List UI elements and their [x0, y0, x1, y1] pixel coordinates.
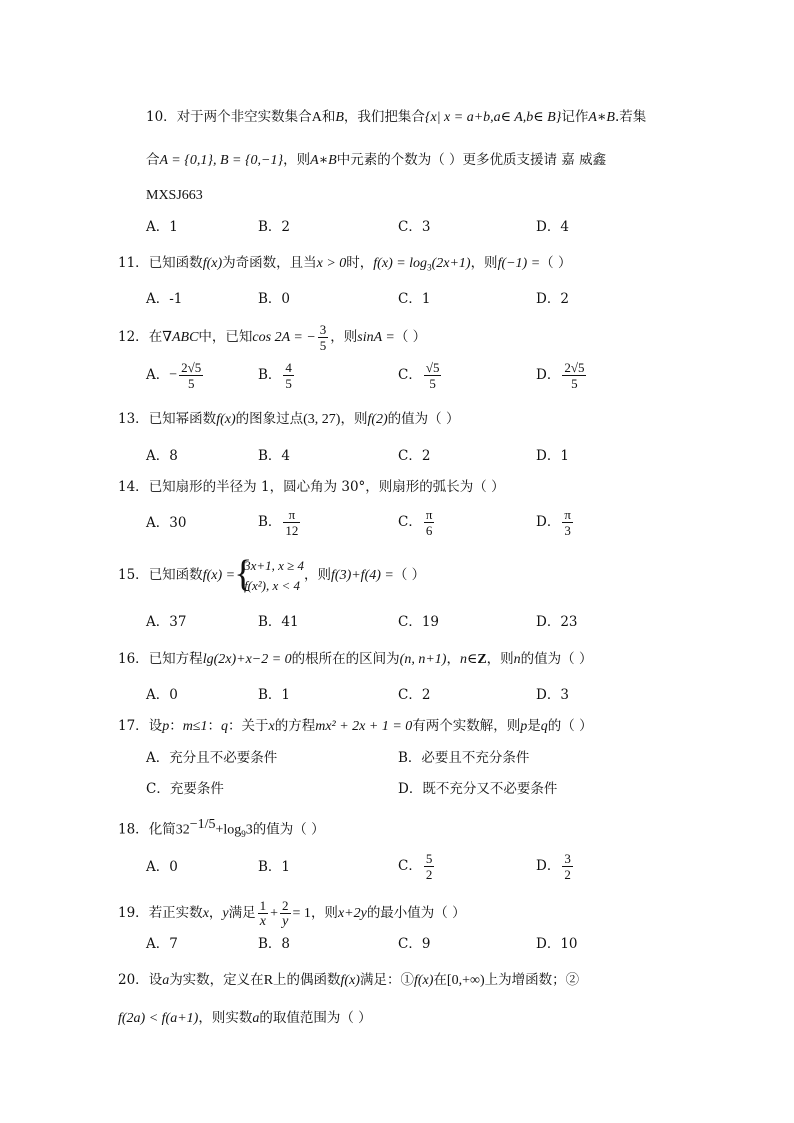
q20-number: 20．	[118, 972, 149, 988]
q17-option-b: B．必要且不充分条件	[398, 750, 530, 766]
q12-option-a: A．− $\frac{2√5}{5}$	[146, 360, 202, 391]
q13-number: 13．	[118, 411, 149, 427]
q15-option-b: B．41	[258, 614, 299, 630]
q12-number: 12．	[118, 329, 149, 345]
q18-number: 18．	[118, 821, 149, 838]
q11-option-b: B．0	[258, 291, 291, 307]
q10-option-c: C．3	[398, 219, 431, 235]
q19-stem: 19．若正实数x，y满足 $\frac{1}{x}$ + $\frac{2}{y}$ = 1，则x+2y的最小值为（ ）	[118, 898, 466, 929]
q18-option-b: B．1	[258, 859, 291, 875]
q17-number: 17．	[118, 718, 149, 734]
q13-stem: 13．已知幂函数f(x)的图象过点(3, 27)，则f(2)的值为（ ）	[118, 411, 460, 427]
q10-line-3: MXSJ663	[146, 188, 203, 203]
q16-number: 16．	[118, 651, 149, 667]
fraction: $\frac{3}{5}$	[319, 322, 327, 353]
q18-option-d: D． $\frac{3}{2}$	[536, 851, 571, 882]
q14-stem: 14．已知扇形的半径为 1，圆心角为 30°，则扇形的弧长为（ ）	[118, 479, 505, 495]
q17-stem: 17．设p：m≤1：q：关于x的方程mx² + 2x + 1 = 0有两个实数解，则p是q的（ ）	[118, 718, 593, 734]
q17-option-a: A．充分且不必要条件	[146, 750, 278, 766]
q12-option-c: C． $\frac{√5}{5}$	[398, 360, 440, 391]
q11-option-c: C．1	[398, 291, 431, 307]
q14-number: 14．	[118, 479, 149, 495]
piecewise-function: { 3x+1, x ≥ 4 f(x²), x < 4	[234, 552, 305, 595]
q12-stem: 12．在∇ABC中，已知cos 2A = − $\frac{3}{5}$ ，则sinA =（ ）	[118, 322, 427, 353]
set-notation: {x| x = a+b,a∈ A,b∈ B}	[424, 110, 562, 125]
q15-option-a: A．37	[146, 614, 187, 630]
q15-stem: 15．已知函数f(x) = { 3x+1, x ≥ 4 f(x²), x < 4 ，则f(3)+f(4) =（ ）	[118, 552, 426, 595]
q10-option-d: D．4	[536, 219, 569, 235]
q19-option-b: B．8	[258, 936, 291, 952]
q20-stem-line-2: f(2a) < f(a+1)，则实数a的取值范围为（ ）	[118, 1010, 372, 1026]
q14-option-d: D． $\frac{\pi}{3}$	[536, 507, 571, 538]
q11-stem: 11．已知函数f(x)为奇函数，且当x > 0时，$f(x) = \log_3(2x+1)$，则f(−1) =（ ）	[118, 255, 572, 273]
q15-option-d: D．23	[536, 614, 578, 630]
q14-option-a: A．30	[146, 515, 187, 531]
q16-option-a: A．0	[146, 687, 178, 703]
q17-option-d: D．既不充分又不必要条件	[398, 781, 558, 797]
q10-line-1: 10．对于两个非空实数集合A和B，我们把集合{x| x = a+b,a∈ A,b∈ B}记作A∗B.若集	[146, 109, 647, 125]
q16-option-c: C．2	[398, 687, 431, 703]
q18-option-a: A．0	[146, 859, 178, 875]
q16-option-d: D．3	[536, 687, 569, 703]
q14-option-b: B． $\frac{\pi}{12}$	[258, 507, 299, 538]
q19-option-d: D．10	[536, 936, 578, 952]
q10-line-2: 合A = {0,1}, B = {0,−1}，则A∗B中元素的个数为（ ）更多优质支援请 嘉 威鑫	[146, 152, 607, 168]
q11-option-d: D．2	[536, 291, 569, 307]
q15-option-c: C．19	[398, 614, 440, 630]
q10-option-b: B．2	[258, 219, 291, 235]
q16-option-b: B．1	[258, 687, 291, 703]
q12-option-b: B． $\frac{4}{5}$	[258, 360, 292, 391]
q13-option-c: C．2	[398, 448, 431, 464]
q20-stem-line-1: 20．设a为实数，定义在R上的偶函数f(x)满足：①f(x)在[0,+∞)上为增函数；②	[118, 972, 580, 988]
q19-option-c: C．9	[398, 936, 431, 952]
q13-option-d: D．1	[536, 448, 569, 464]
q19-number: 19．	[118, 905, 149, 921]
q19-option-a: A．7	[146, 936, 178, 952]
q10-number: 10．	[146, 109, 177, 125]
q13-option-b: B．4	[258, 448, 291, 464]
q15-number: 15．	[118, 567, 149, 583]
q11-number: 11．	[118, 255, 149, 271]
q10-option-a: A．1	[146, 219, 178, 235]
q11-option-a: A．-1	[146, 291, 183, 307]
q14-option-c: C． $\frac{\pi}{6}$	[398, 507, 433, 538]
q13-option-a: A．8	[146, 448, 178, 464]
q18-option-c: C． $\frac{5}{2}$	[398, 851, 433, 882]
q18-stem: 18．化简$32^{-1/5}+\log_93$的值为（ ）	[118, 817, 325, 840]
q12-option-d: D． $\frac{2√5}{5}$	[536, 360, 585, 391]
q17-option-c: C．充要条件	[146, 781, 224, 797]
q16-stem: 16．已知方程lg(2x)+x−2 = 0的根所在的区间为(n, n+1)，n∈Z，则n的值为（ ）	[118, 651, 593, 667]
